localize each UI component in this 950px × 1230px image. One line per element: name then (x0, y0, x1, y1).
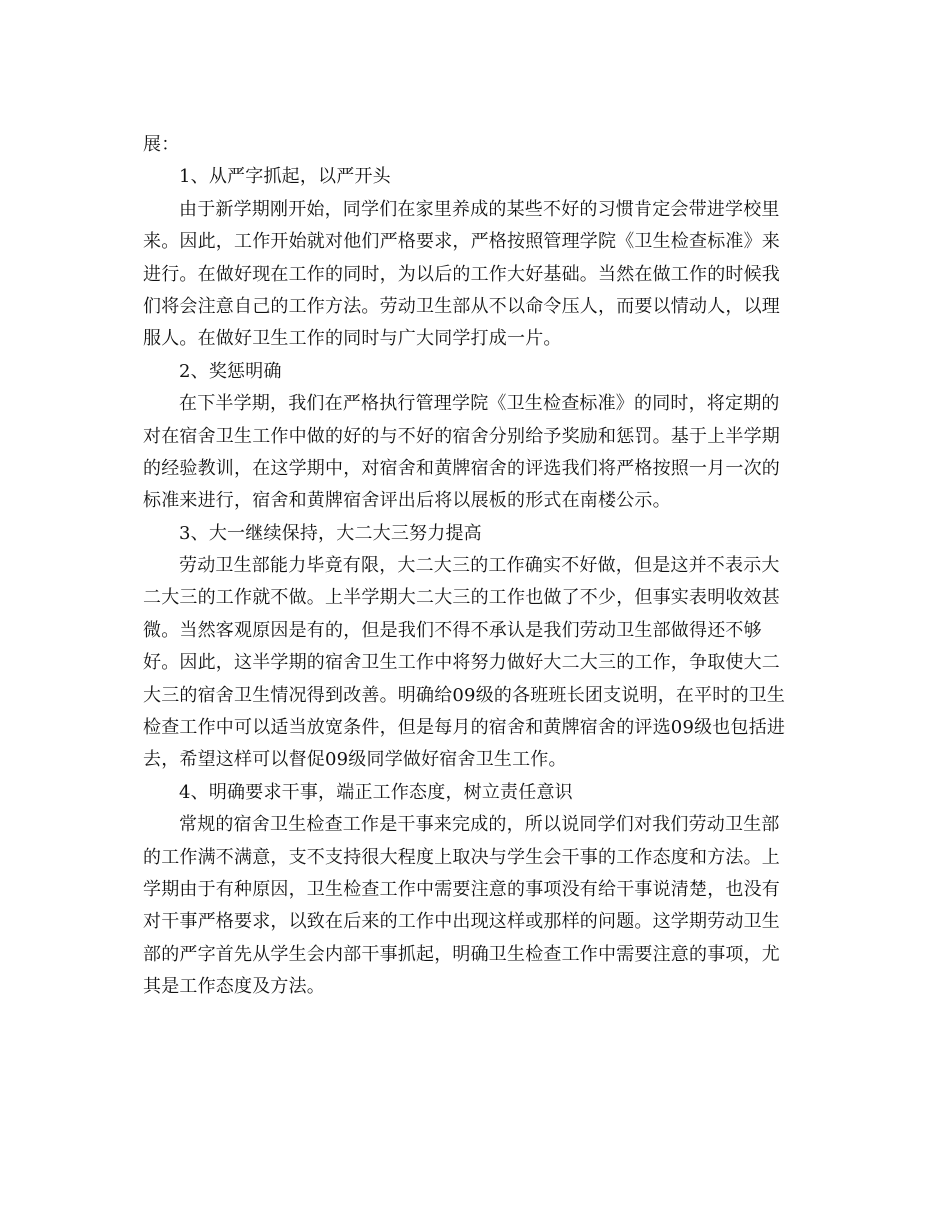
document-body (143, 129, 803, 1004)
section-heading: 2、奖惩明确 (179, 360, 282, 382)
text-line: 来。因此，工作开始就对他们严格要求，严格按照管理学院《卫生检查标准》来 (143, 231, 780, 253)
text-line: 其是工作态度及方法。 (143, 976, 325, 998)
text-line: 二大三的工作就不做。上半学期大二大三的工作也做了不少，但事实表明收效甚 (143, 587, 780, 609)
section-heading: 1、从严字抓起，以严开头 (179, 166, 391, 188)
section-heading: 3、大一继续保持，大二大三努力提高 (179, 522, 482, 544)
text-line: 大三的宿舍卫生情况得到改善。明确给09级的各班班长团支说明，在平时的卫生 (143, 684, 786, 706)
text-line: 常规的宿舍卫生检查工作是干事来完成的，所以说同学们对我们劳动卫生部 (179, 814, 780, 836)
text-line: 劳动卫生部能力毕竟有限，大二大三的工作确实不好做，但是这并不表示大 (179, 555, 780, 577)
text-line: 的工作满不满意，支不支持很大程度上取决与学生会干事的工作态度和方法。上 (143, 846, 780, 868)
text-line: 进行。在做好现在工作的同时，为以后的工作大好基础。当然在做工作的时候我 (143, 263, 780, 285)
text-line: 们将会注意自己的工作方法。劳动卫生部从不以命令压人，而要以情动人，以理 (143, 295, 780, 317)
text-line: 服人。在做好卫生工作的同时与广大同学打成一片。 (143, 328, 562, 350)
text-line: 在下半学期，我们在严格执行管理学院《卫生检查标准》的同时，将定期的 (179, 393, 780, 415)
text-line: 好。因此，这半学期的宿舍卫生工作中将努力做好大二大三的工作，争取使大二 (143, 652, 780, 674)
text-line: 对在宿舍卫生工作中做的好的与不好的宿舍分别给予奖励和惩罚。基于上半学期 (143, 425, 780, 447)
text-line: 微。当然客观原因是有的，但是我们不得不承认是我们劳动卫生部做得还不够 (143, 619, 762, 641)
section-heading: 4、明确要求干事，端正工作态度，树立责任意识 (179, 781, 573, 803)
text-line: 学期由于有种原因，卫生检查工作中需要注意的事项没有给干事说清楚，也没有 (143, 878, 780, 900)
text-line: 部的严字首先从学生会内部干事抓起，明确卫生检查工作中需要注意的事项，尤 (143, 943, 780, 965)
text-line: 展： (143, 134, 180, 155)
text-line: 由于新学期刚开始，同学们在家里养成的某些不好的习惯肯定会带进学校里 (179, 198, 780, 220)
text-line: 对干事严格要求，以致在后来的工作中出现这样或那样的问题。这学期劳动卫生 (143, 911, 780, 933)
text-line: 检查工作中可以适当放宽条件，但是每月的宿舍和黄牌宿舍的评选09级也包括进 (143, 717, 786, 739)
text-line: 标准来进行，宿舍和黄牌宿舍评出后将以展板的形式在南楼公示。 (143, 490, 671, 512)
text-line: 的经验教训，在这学期中，对宿舍和黄牌宿舍的评选我们将严格按照一月一次的 (143, 457, 780, 479)
text-line: 去，希望这样可以督促09级同学做好宿舍卫生工作。 (143, 749, 567, 771)
